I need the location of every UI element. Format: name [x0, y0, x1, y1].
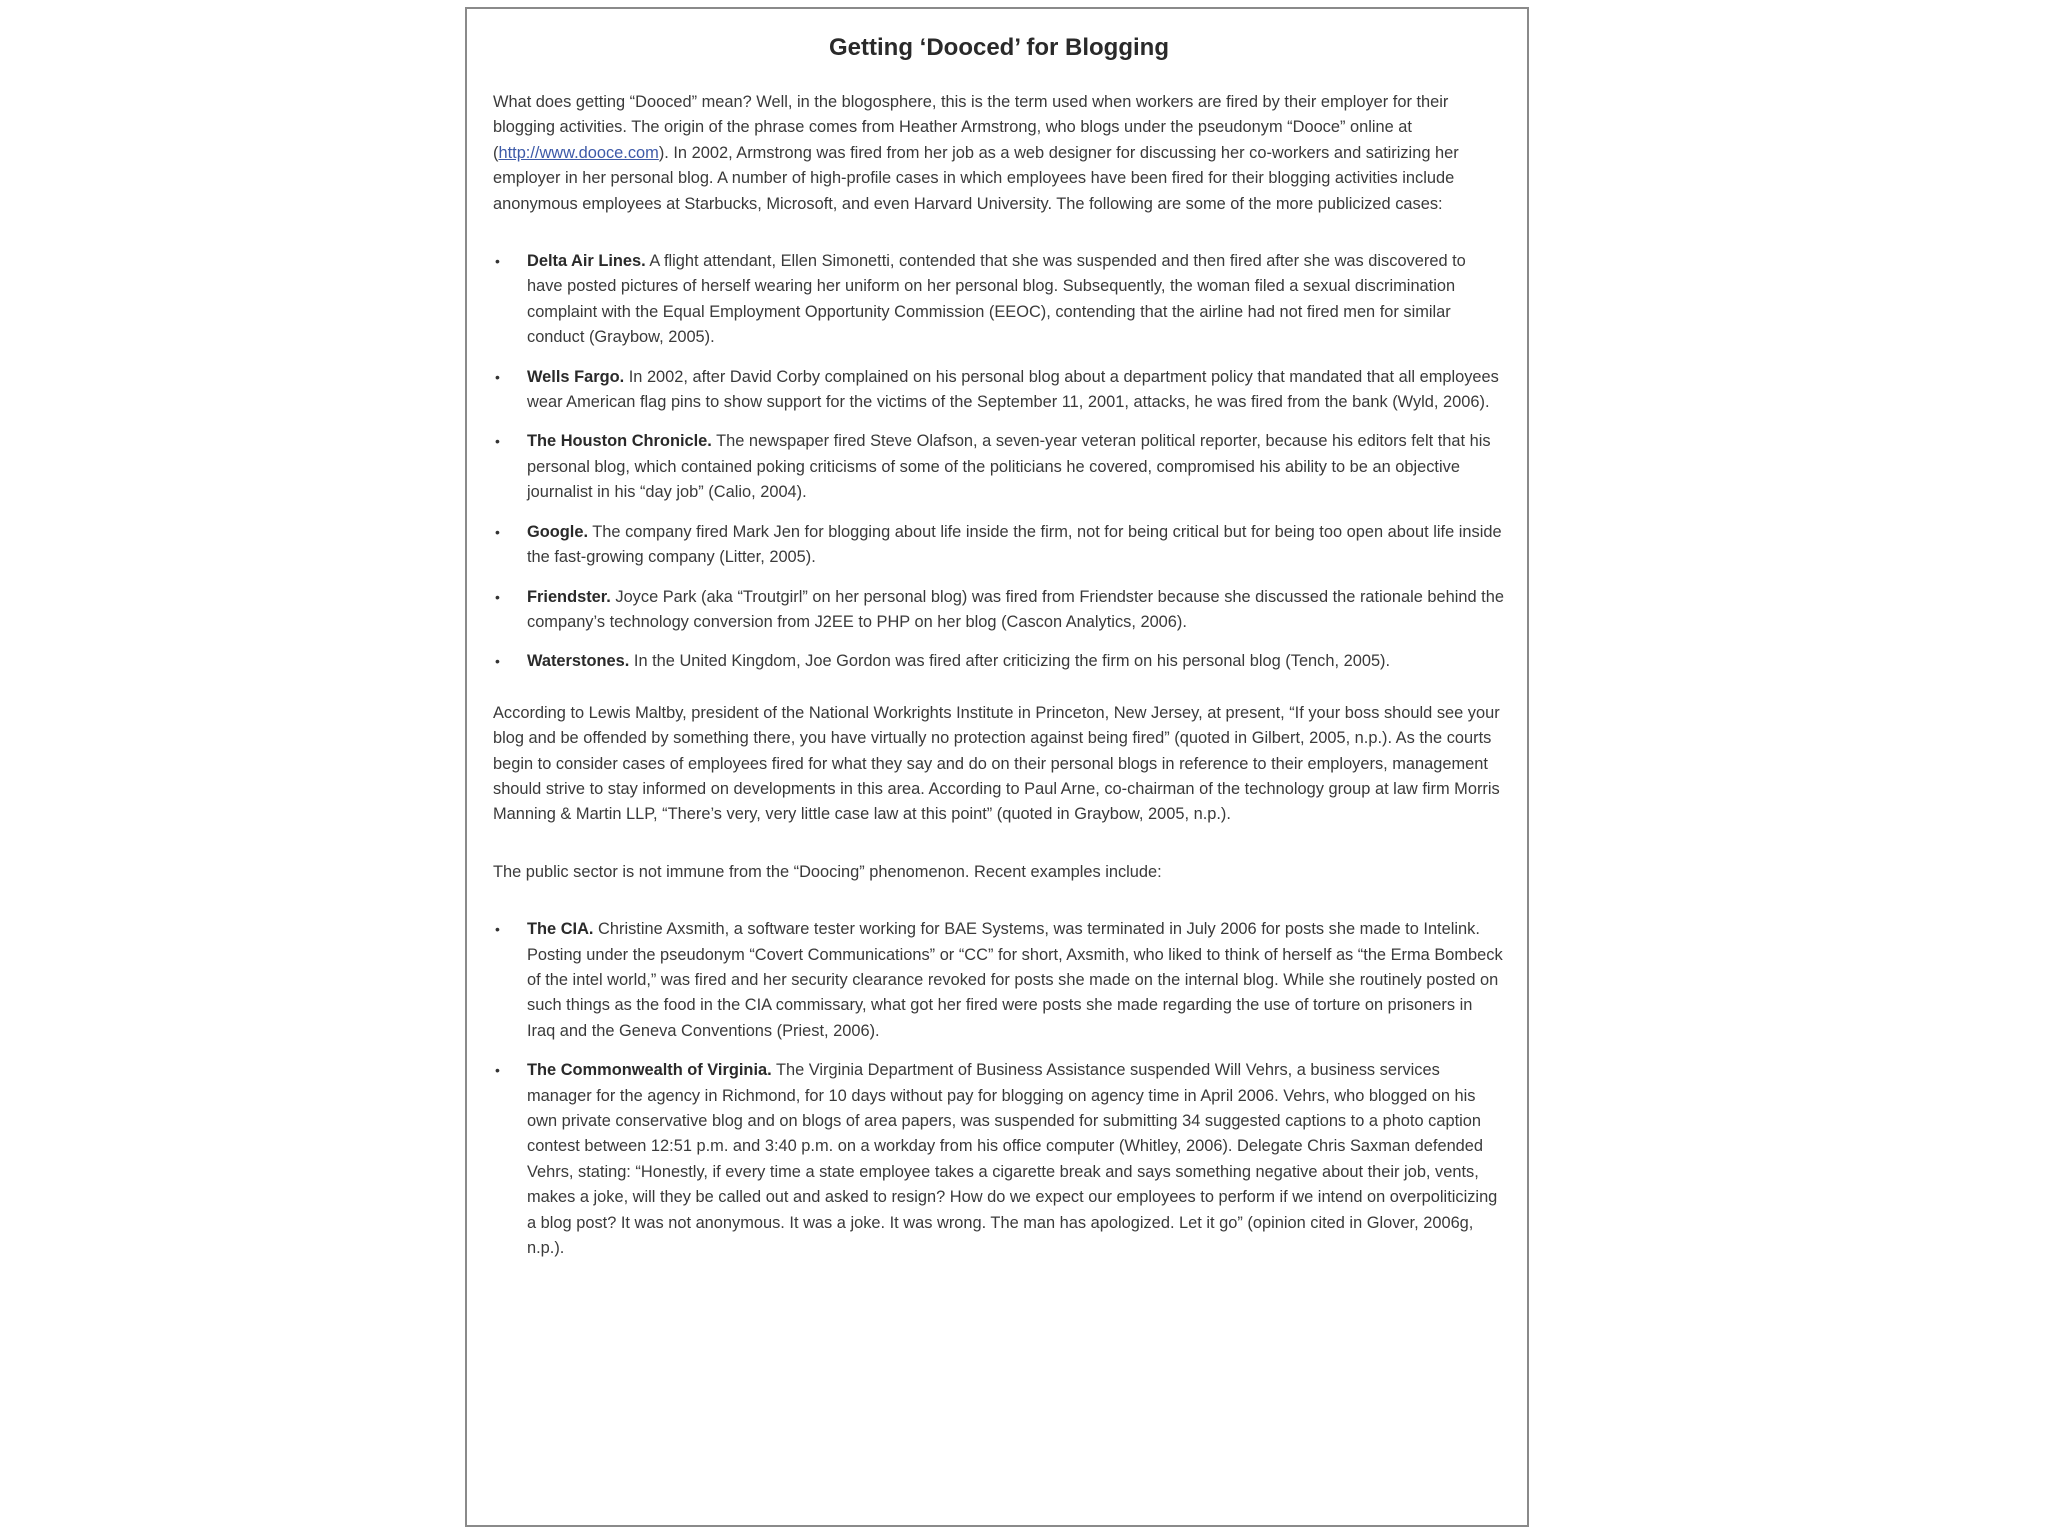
public-sector-intro: The public sector is not immune from the “Doocing” phenomenon. Recent examples include:	[493, 862, 1162, 881]
case-name: Friendster.	[527, 587, 611, 606]
bullet-icon: •	[495, 523, 500, 540]
case-name: Wells Fargo.	[527, 367, 625, 386]
bullet-icon: •	[495, 368, 500, 385]
case-name: The CIA.	[527, 920, 594, 939]
case-name: The Houston Chronicle.	[527, 432, 712, 451]
case-text: The Virginia Department of Business Assistance suspended Will Vehrs, a business services manager for the agency in Richmond, for 10 days without pay for blogging on agency time in April 2006. Vehrs, who blogged on his own private conservative blog and on blogs of area papers, was suspended for submitting 34 suggested captions to a photo caption contest between 12:51 p.m. and 3:40 p.m. on a workday from his office computer (Whitley, 2006). Delegate Chris Saxman defended Vehrs, stating: “Honestly, if every time a state employee takes a cigarette break and says something negative about their job, vents, makes a joke, will they be called out and asked to resign? How do we expect our employees to perform if we intend on overpoliticizing a blog post? It was not anonymous. It was a joke. It was wrong. The man has apologized. Let it go” (opinion cited in Glover, 2006g, n.p.).	[527, 1061, 1498, 1258]
case-text: A flight attendant, Ellen Simonetti, contended that she was suspended and then fired after she was discovered to have posted pictures of herself wearing her uniform on her personal blog. Subsequently, the woman filed a sexual discrimination complaint with the Equal Employment Opportunity Commission (EEOC), contending that the airline had not fired men for similar conduct (Graybow, 2005).	[527, 252, 1466, 347]
public-sector-case-list	[493, 917, 1505, 1261]
list-item	[493, 249, 1505, 351]
case-name: Google.	[527, 522, 589, 541]
list-item	[493, 520, 1505, 571]
list-item	[493, 365, 1505, 416]
bullet-icon: •	[495, 253, 500, 270]
bullet-icon: •	[495, 653, 500, 670]
dooce-link[interactable]: http://www.dooce.com	[498, 143, 659, 162]
case-text: Joyce Park (aka “Troutgirl” on her personal blog) was fired from Friendster because she discussed the rationale behind the company’s technology conversion from J2EE to PHP on her blog (Cascon Analytics, 2006).	[527, 587, 1504, 631]
case-text: The newspaper fired Steve Olafson, a seven-year veteran political reporter, because his editors felt that his personal blog, which contained poking criticisms of some of the politicians he covered, compromised his ability to be an objective journalist in his “day job” (Calio, 2004).	[527, 432, 1491, 502]
case-name: Delta Air Lines.	[527, 252, 646, 271]
intro-paragraph	[493, 90, 1505, 217]
bullet-icon: •	[495, 1062, 500, 1079]
case-name: The Commonwealth of Virginia.	[527, 1061, 772, 1080]
bullet-icon: •	[495, 433, 500, 450]
document-title: Getting ‘Dooced’ for Blogging	[829, 34, 1169, 61]
list-item	[493, 585, 1505, 636]
case-text: The company fired Mark Jen for blogging about life inside the firm, not for being critical but for being too open about life inside the fast-growing company (Litter, 2005).	[527, 522, 1502, 567]
bullet-icon: •	[495, 588, 500, 605]
case-text: Christine Axsmith, a software tester working for BAE Systems, was terminated in July 2006 for posts she made to Intelink. Posting under the pseudonym “Covert Communications” or “CC” for short, Axsmith, who liked to think of herself as “the Erma Bombeck of the intel world,” was fired and her security clearance revoked for posts she made on the internal blog. While she routinely posted on such things as the food in the CIA commissary, what got her fired were posts she made regarding the use of torture on prisoners in Iraq and the Geneva Conventions (Priest, 2006).	[527, 920, 1503, 1040]
case-name: Waterstones.	[527, 652, 630, 671]
list-item	[493, 429, 1505, 505]
intro-text: What does getting “Dooced” mean? Well, in the blogosphere, this is the term used when workers are fired by their employer for their blogging activities. The origin of the phrase comes from Heather Armstrong, who blogs under the pseudonym “Dooce” online at (	[493, 93, 1449, 162]
document-body	[493, 26, 1505, 1287]
bullet-icon: •	[495, 921, 500, 938]
case-text: In 2002, after David Corby complained on his personal blog about a department policy that mandated that all employees wear American flag pins to show support for the victims of the September 11, 2001, attacks, he was fired from the bank (Wyld, 2006).	[527, 367, 1499, 412]
case-text: In the United Kingdom, Joe Gordon was fired after criticizing the firm on his personal blog (Tench, 2005).	[633, 652, 1391, 671]
list-item	[493, 649, 1505, 674]
maltby-paragraph: According to Lewis Maltby, president of the National Workrights Institute in Princeton, New Jersey, at present, “If your boss should see your blog and be offended by something there, you have virtually no protection against being fired” (quoted in Gilbert, 2005, n.p.). As the courts begin to consider cases of employees fired for what they say and do on their personal blogs in reference to their employers, management should strive to stay informed on developments in this area. According to Paul Arne, co-chairman of the technology group at law firm Morris Manning & Martin LLP, “There’s very, very little case law at this point” (quoted in Graybow, 2005, n.p.).	[493, 703, 1500, 824]
list-item	[493, 1058, 1505, 1261]
intro-text-continued: ). In 2002, Armstrong was fired from her job as a web designer for discussing her co-workers and satirizing her employer in her personal blog. A number of high-profile cases in which employees have been fired for their blogging activities include anonymous employees at Starbucks, Microsoft, and even Harvard University. The following are some of the more publicized cases:	[493, 143, 1459, 213]
private-sector-case-list	[493, 249, 1505, 675]
list-item	[493, 917, 1505, 1044]
